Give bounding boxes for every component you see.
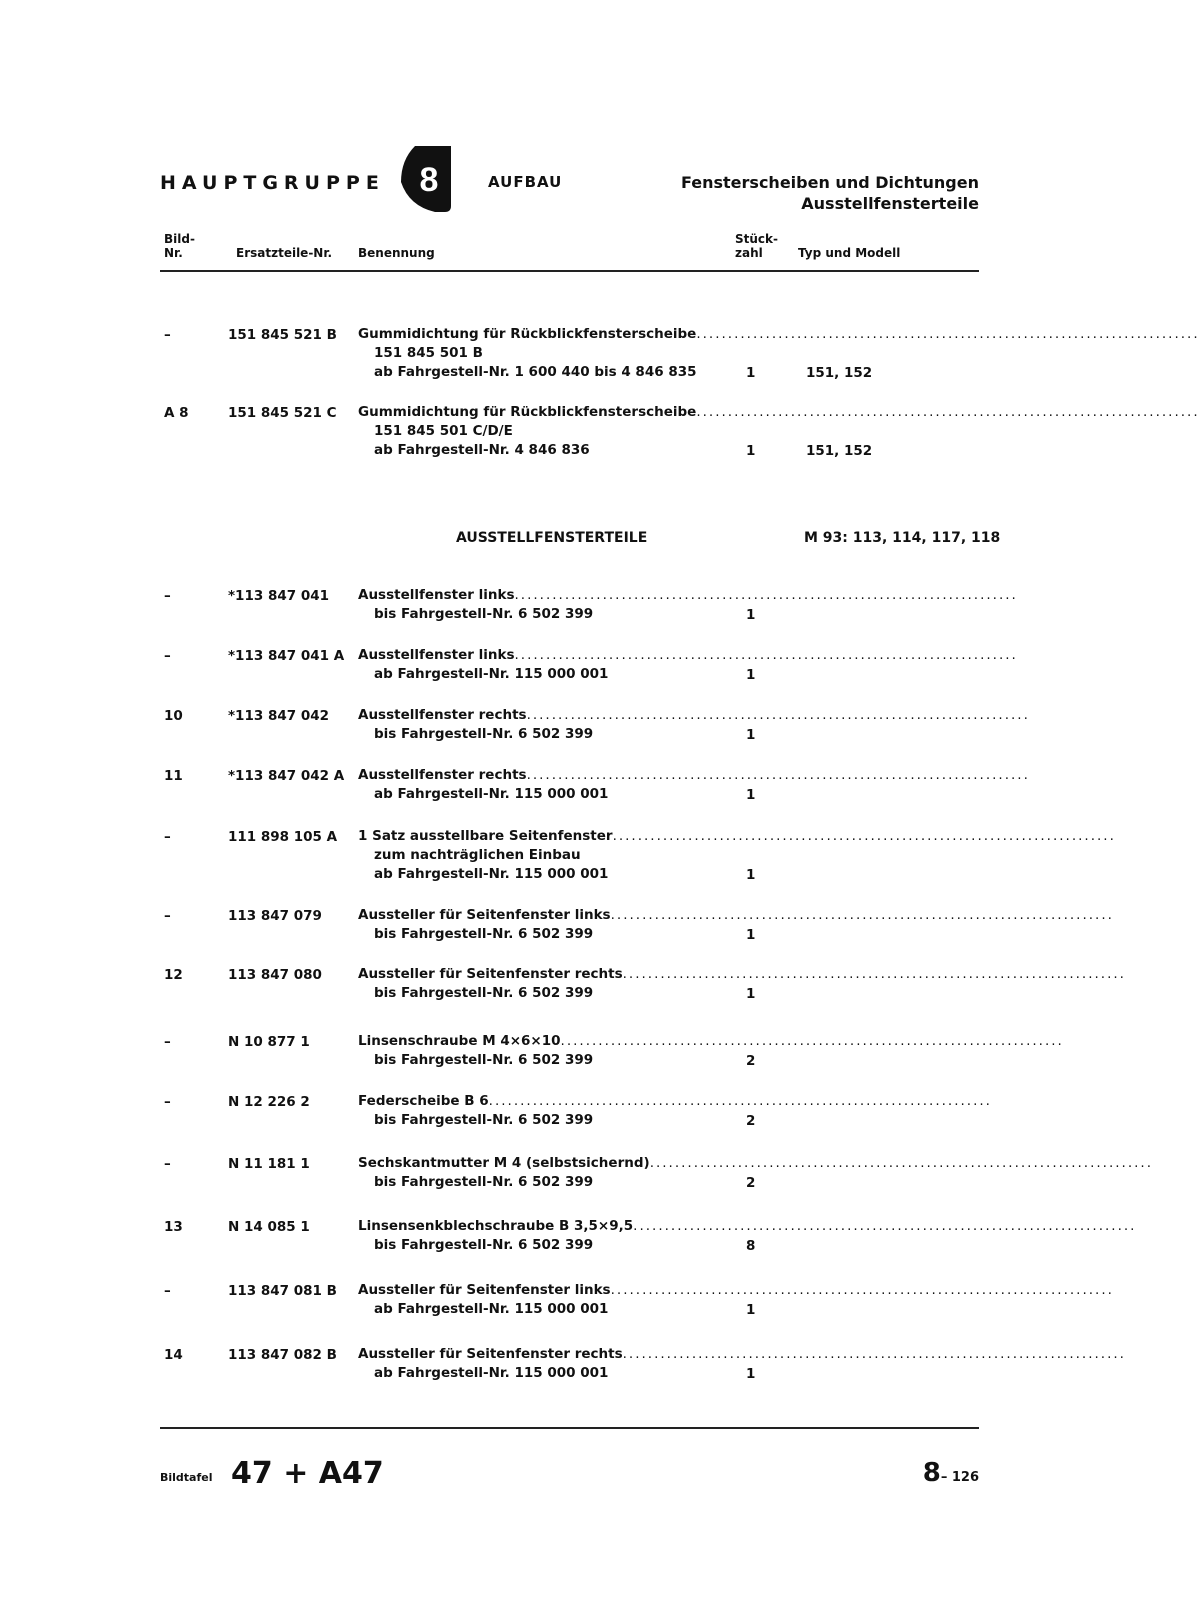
quantity: 2 [746, 1053, 756, 1069]
bild-number: 11 [164, 768, 183, 784]
quantity: 1 [746, 443, 756, 459]
description-text: Aussteller für Seitenfenster links [358, 907, 611, 923]
description-subline: ab Fahrgestell-Nr. 4 846 836 [374, 442, 590, 458]
bild-number: – [164, 1156, 171, 1172]
bild-number: – [164, 1094, 171, 1110]
group-label: HAUPTGRUPPE [160, 172, 385, 194]
description-text: Linsenschraube M 4×6×10 [358, 1033, 561, 1049]
bild-number: 14 [164, 1347, 183, 1363]
page-title-line1: Fensterscheiben und Dichtungen [680, 173, 979, 192]
part-description [358, 965, 1126, 1003]
page-title-line2: Ausstellfensterteile [801, 194, 979, 213]
description-subline: bis Fahrgestell-Nr. 6 502 399 [374, 1052, 594, 1068]
bild-number: 13 [164, 1219, 183, 1235]
part-number: 111 898 105 A [228, 829, 338, 845]
bild-number: – [164, 1034, 171, 1050]
part-description [358, 706, 1030, 744]
col-stueck-line2: zahl [735, 246, 763, 260]
part-number: N 11 181 1 [228, 1156, 310, 1172]
description-subline: ab Fahrgestell-Nr. 1 600 440 bis 4 846 835 [374, 364, 697, 380]
page-number-sub: – 126 [940, 1470, 979, 1485]
leader-dots: ................................................................................ [612, 828, 1116, 844]
group-number: 8 [419, 161, 439, 199]
quantity: 1 [746, 727, 756, 743]
part-description [358, 1281, 1114, 1319]
leader-dots: ................................................................................ [622, 1346, 1126, 1362]
badge-shape [401, 146, 451, 212]
part-description [358, 1032, 1064, 1070]
type-model: 151, 152 [806, 365, 873, 381]
description-subline: ab Fahrgestell-Nr. 115 000 001 [374, 786, 609, 802]
bild-number: – [164, 1283, 171, 1299]
quantity: 1 [746, 986, 756, 1002]
description-subline: 151 845 501 C/D/E [374, 423, 513, 439]
description-subline: bis Fahrgestell-Nr. 6 502 399 [374, 1112, 594, 1128]
part-number: *113 847 041 [228, 588, 329, 604]
col-ersatzteil: Ersatzteile-Nr. [236, 246, 333, 260]
leader-dots: ................................................................................ [526, 707, 1030, 723]
leader-dots: ................................................................................ [514, 647, 1018, 663]
description-text: Linsensenkblechschraube B 3,5×9,5 [358, 1218, 634, 1234]
description-text: Ausstellfenster links [358, 587, 515, 603]
quantity: 2 [746, 1113, 756, 1129]
quantity: 1 [746, 667, 756, 683]
quantity: 1 [746, 787, 756, 803]
part-description [358, 766, 1030, 804]
leader-dots: ................................................................................ [696, 326, 1200, 342]
part-description [358, 586, 1018, 624]
quantity: 2 [746, 1175, 756, 1191]
quantity: 1 [746, 1302, 756, 1318]
bild-number: – [164, 327, 171, 343]
part-number: *113 847 042 [228, 708, 329, 724]
leader-dots: ................................................................................ [696, 404, 1200, 420]
description-text: 1 Satz ausstellbare Seitenfenster [358, 828, 613, 844]
description-subline: ab Fahrgestell-Nr. 115 000 001 [374, 1301, 609, 1317]
description-text: Ausstellfenster rechts [358, 707, 527, 723]
part-number: *113 847 042 A [228, 768, 345, 784]
part-number: 113 847 080 [228, 967, 322, 983]
bild-number: – [164, 588, 171, 604]
col-stueck-line1: Stück- [735, 232, 778, 246]
part-description [358, 1345, 1126, 1383]
page-number-main: 8 [922, 1458, 941, 1488]
quantity: 1 [746, 365, 756, 381]
part-description [358, 1092, 992, 1130]
description-subline: bis Fahrgestell-Nr. 6 502 399 [374, 1174, 594, 1190]
header-rule [160, 270, 979, 272]
description-subline: bis Fahrgestell-Nr. 6 502 399 [374, 926, 594, 942]
description-subline: ab Fahrgestell-Nr. 115 000 001 [374, 1365, 609, 1381]
plate-label: Bildtafel [160, 1471, 213, 1484]
leader-dots: ................................................................................ [649, 1155, 1153, 1171]
description-subline: bis Fahrgestell-Nr. 6 502 399 [374, 726, 594, 742]
part-number: 151 845 521 B [228, 327, 337, 343]
leader-dots: ................................................................................ [560, 1033, 1064, 1049]
bild-number: 10 [164, 708, 183, 724]
description-text: Federscheibe B 6 [358, 1093, 489, 1109]
part-number: N 10 877 1 [228, 1034, 310, 1050]
part-number: 113 847 081 B [228, 1283, 337, 1299]
bild-number: A 8 [164, 405, 189, 421]
col-bild [164, 232, 195, 260]
quantity: 1 [746, 607, 756, 623]
quantity: 1 [746, 867, 756, 883]
part-description [358, 906, 1114, 944]
bild-number: 12 [164, 967, 183, 983]
leader-dots: ................................................................................ [610, 907, 1114, 923]
part-description [358, 1217, 1137, 1255]
col-stueckzahl [735, 232, 778, 260]
part-number: *113 847 041 A [228, 648, 345, 664]
bild-number: – [164, 829, 171, 845]
part-number: N 14 085 1 [228, 1219, 310, 1235]
quantity: 1 [746, 1366, 756, 1382]
section-model: M 93: 113, 114, 117, 118 [804, 530, 1001, 546]
description-subline: ab Fahrgestell-Nr. 115 000 001 [374, 666, 609, 682]
section-title: AUSSTELLFENSTERTEILE [456, 530, 648, 546]
leader-dots: ................................................................................ [633, 1218, 1137, 1234]
description-text: Gummidichtung für Rückblickfensterscheibe [358, 404, 697, 420]
description-subline: bis Fahrgestell-Nr. 6 502 399 [374, 1237, 594, 1253]
description-text: Aussteller für Seitenfenster rechts [358, 966, 623, 982]
group-number-badge [401, 146, 451, 212]
footer-rule [160, 1427, 979, 1429]
part-number: 151 845 521 C [228, 405, 337, 421]
bild-number: – [164, 648, 171, 664]
description-text: Gummidichtung für Rückblickfensterscheibe [358, 326, 697, 342]
part-description [358, 646, 1018, 684]
leader-dots: ................................................................................ [514, 587, 1018, 603]
leader-dots: ................................................................................ [610, 1282, 1114, 1298]
col-bild-line1: Bild- [164, 232, 195, 246]
description-subline: ab Fahrgestell-Nr. 115 000 001 [374, 866, 609, 882]
description-subline: bis Fahrgestell-Nr. 6 502 399 [374, 606, 594, 622]
leader-dots: ................................................................................ [488, 1093, 992, 1109]
bild-number: – [164, 908, 171, 924]
description-text: Aussteller für Seitenfenster rechts [358, 1346, 623, 1362]
col-typ: Typ und Modell [798, 246, 901, 260]
description-text: Ausstellfenster links [358, 647, 515, 663]
description-subline: 151 845 501 B [374, 345, 483, 361]
description-subline: zum nachträglichen Einbau [374, 847, 581, 863]
leader-dots: ................................................................................ [526, 767, 1030, 783]
type-model: 151, 152 [806, 443, 873, 459]
quantity: 8 [746, 1238, 756, 1254]
part-number: 113 847 082 B [228, 1347, 337, 1363]
leader-dots: ................................................................................ [622, 966, 1126, 982]
col-bild-line2: Nr. [164, 246, 183, 260]
description-subline: bis Fahrgestell-Nr. 6 502 399 [374, 985, 594, 1001]
part-description [358, 1154, 1153, 1192]
description-text: Aussteller für Seitenfenster links [358, 1282, 611, 1298]
part-number: 113 847 079 [228, 908, 322, 924]
quantity: 1 [746, 927, 756, 943]
col-benennung: Benennung [358, 246, 435, 260]
description-text: Ausstellfenster rechts [358, 767, 527, 783]
plate-number: 47 + A47 [231, 1456, 384, 1491]
description-text: Sechskantmutter M 4 (selbstsichernd) [358, 1155, 650, 1171]
page-number [923, 1458, 979, 1488]
part-description [358, 827, 1116, 884]
group-name: AUFBAU [488, 173, 563, 191]
part-number: N 12 226 2 [228, 1094, 310, 1110]
